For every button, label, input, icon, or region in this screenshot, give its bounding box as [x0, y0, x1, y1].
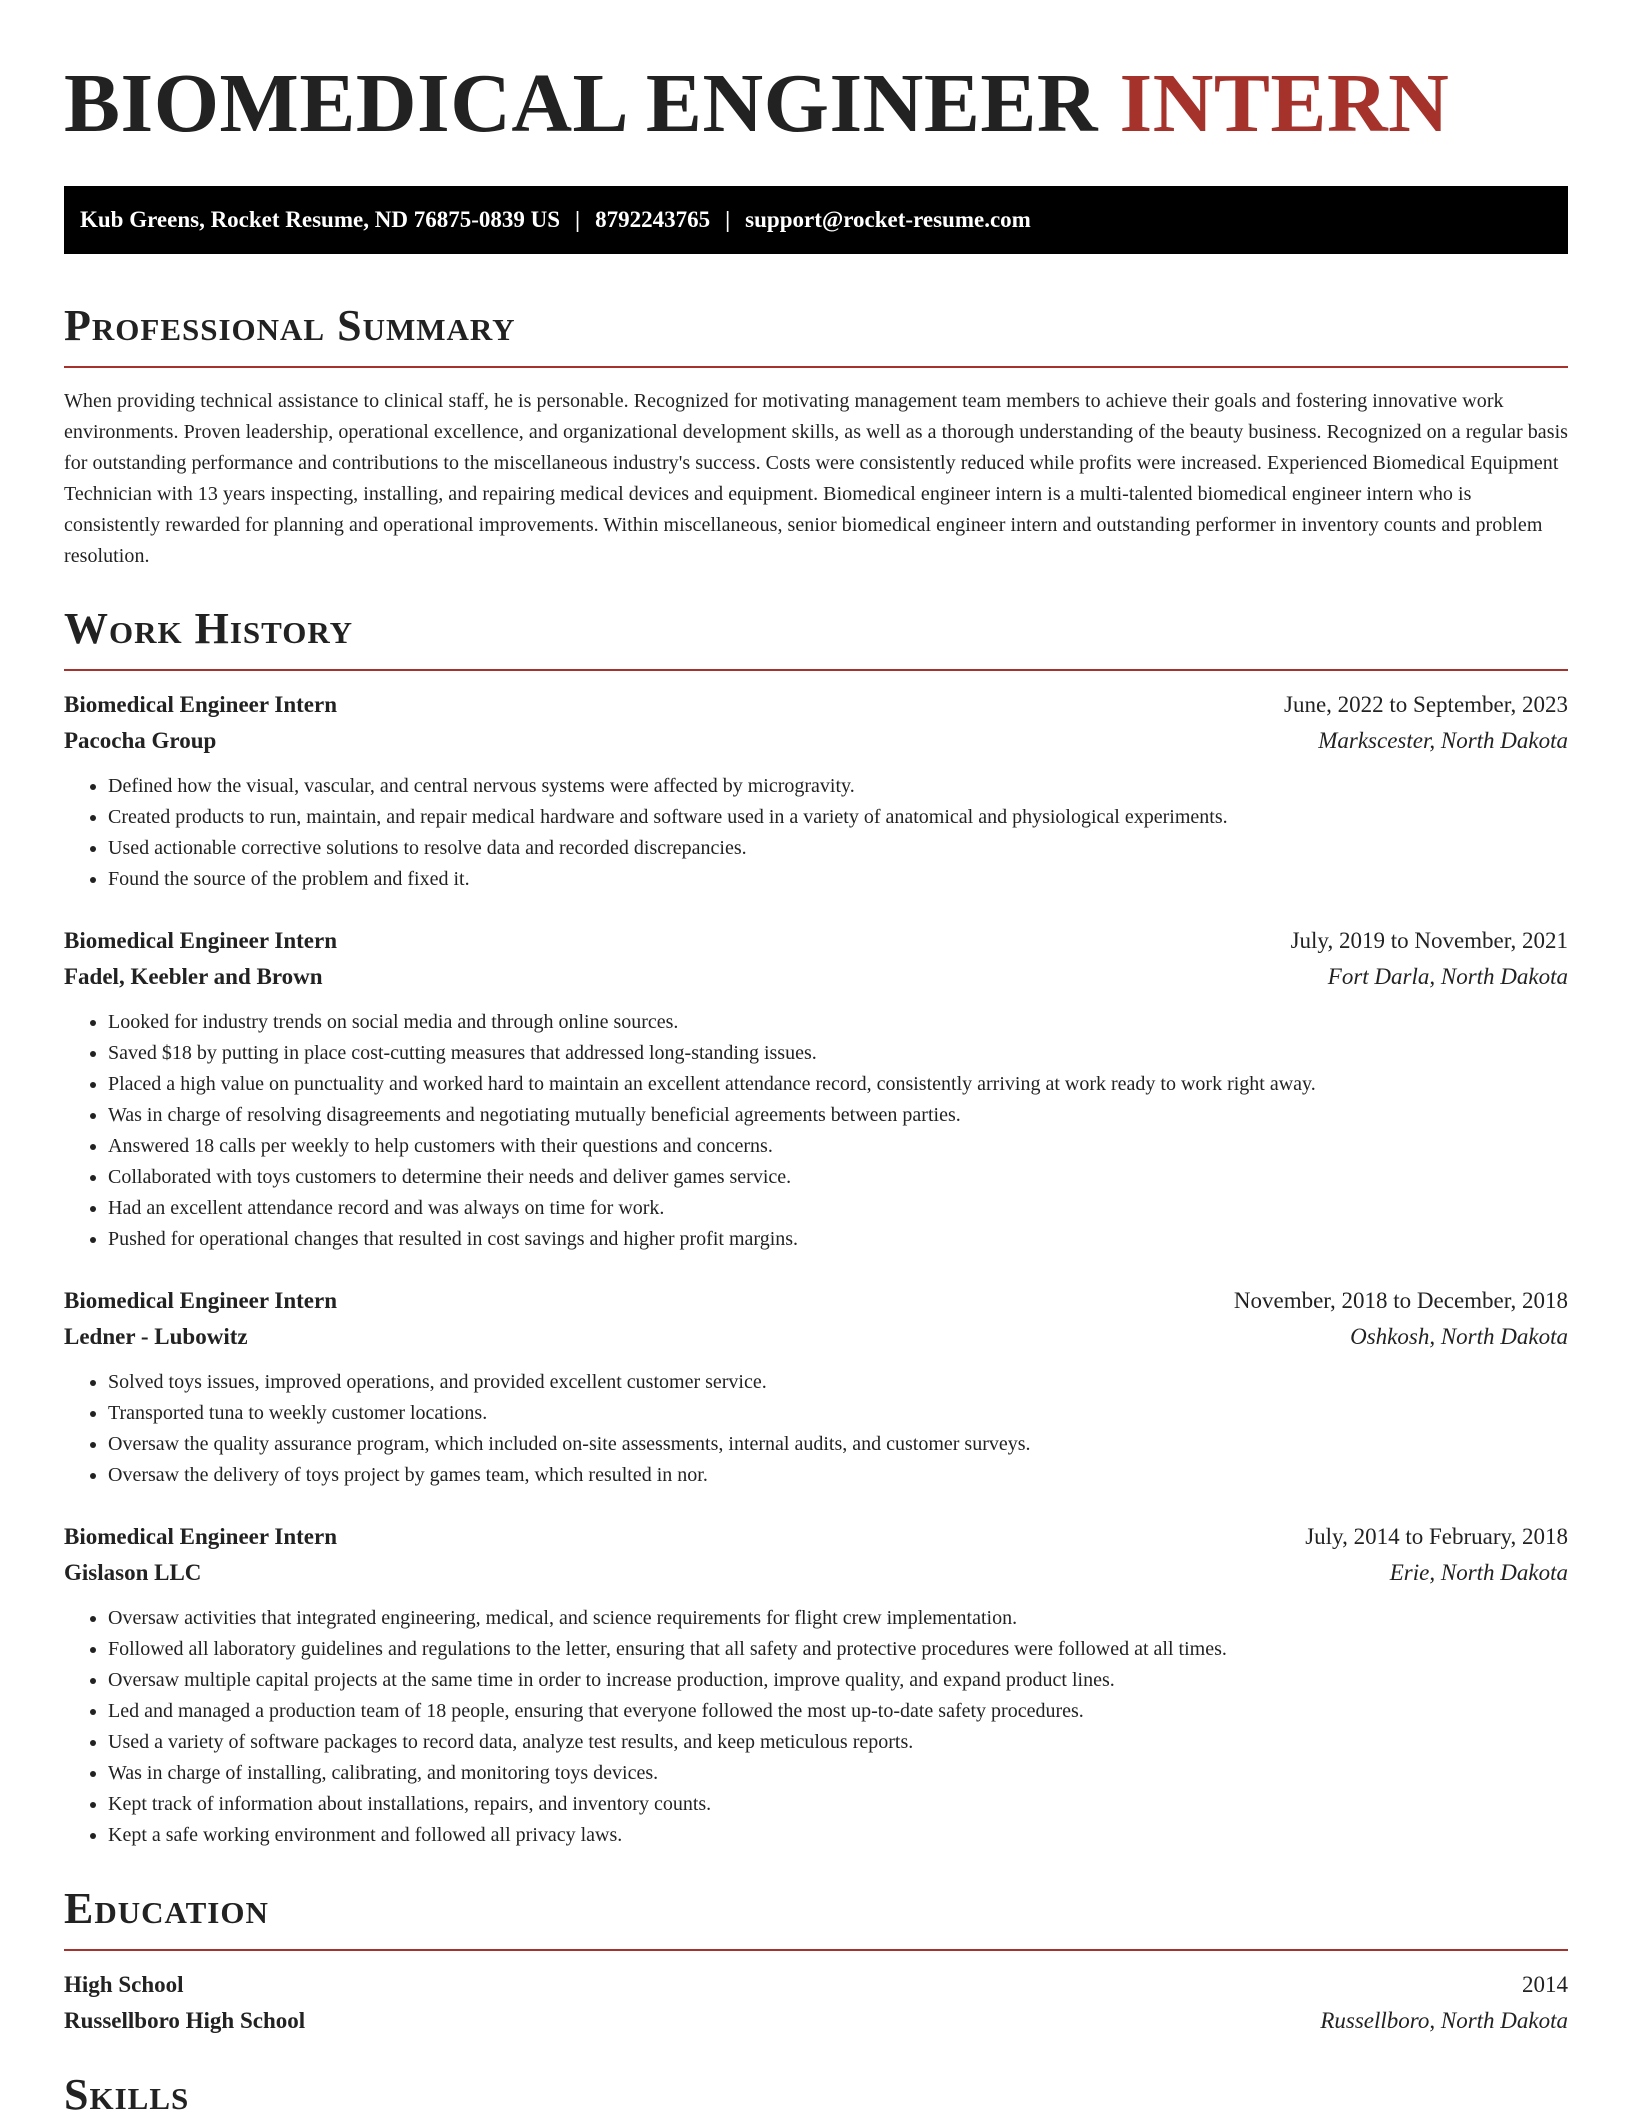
job-company: Ledner - Lubowitz [64, 1324, 248, 1349]
education-year: 2014 [1522, 1972, 1568, 1997]
job-bullet: • Looked for industry trends on social media and through online sources. [108, 1007, 1568, 1038]
education-section [64, 1881, 1568, 2039]
job-bullet: • Oversaw activities that integrated engineering, medical, and science requirements for flight crew implementation. [108, 1603, 1568, 1634]
job-dates: July, 2019 to November, 2021 [1290, 928, 1568, 953]
education-school: Russellboro High School [64, 2008, 306, 2033]
job-bullet: • Answered 18 calls per weekly to help customers with their questions and concerns. [108, 1131, 1568, 1162]
section-divider [64, 669, 1568, 671]
contact-phone: 8792243765 [595, 207, 711, 232]
contact-address: Kub Greens, Rocket Resume, ND 76875-0839 US [80, 207, 561, 232]
job-bullets [64, 1367, 1568, 1491]
job-location: Erie, North Dakota [1389, 1560, 1568, 1585]
job-entry [64, 1519, 1568, 1851]
job-bullet: • Collaborated with toys customers to determine their needs and deliver games service. [108, 1162, 1568, 1193]
job-location: Oshkosh, North Dakota [1350, 1324, 1568, 1349]
job-location: Fort Darla, North Dakota [1327, 964, 1568, 989]
job-entry [64, 687, 1568, 895]
job-bullets [64, 1007, 1568, 1255]
job-dates: June, 2022 to September, 2023 [1284, 692, 1568, 717]
contact-email: support@rocket-resume.com [745, 207, 1031, 232]
job-bullet: • Led and managed a production team of 18 people, ensuring that everyone followed the most up-to-date safety procedures. [108, 1696, 1568, 1727]
job-bullet: • Kept a safe working environment and followed all privacy laws. [108, 1820, 1568, 1851]
job-bullet: • Created products to run, maintain, and repair medical hardware and software used in a variety of anatomical and physiological experiments. [108, 802, 1568, 833]
job-bullets [64, 771, 1568, 895]
job-bullet: • Used a variety of software packages to record data, analyze test results, and keep meticulous reports. [108, 1727, 1568, 1758]
title-accent: INTERN [1119, 57, 1450, 150]
education-entry [64, 1967, 1568, 2039]
job-bullet: • Placed a high value on punctuality and worked hard to maintain an excellent attendance record, consistently arriving at work ready to work right away. [108, 1069, 1568, 1100]
skills-heading: Skills [64, 2070, 190, 2119]
job-entry [64, 1283, 1568, 1491]
job-title: Biomedical Engineer Intern [64, 1524, 338, 1549]
job-bullet: • Pushed for operational changes that resulted in cost savings and higher profit margins. [108, 1224, 1568, 1255]
job-bullet: • Kept track of information about installations, repairs, and inventory counts. [108, 1789, 1568, 1820]
job-entry [64, 923, 1568, 1255]
job-bullets [64, 1603, 1568, 1851]
education-degree: High School [64, 1972, 184, 1997]
job-bullet: • Used actionable corrective solutions to resolve data and recorded discrepancies. [108, 833, 1568, 864]
job-bullet: • Defined how the visual, vascular, and central nervous systems were affected by microgravity. [108, 771, 1568, 802]
contact-separator: | [575, 207, 581, 232]
job-company: Gislason LLC [64, 1560, 202, 1585]
job-bullet: • Oversaw multiple capital projects at the same time in order to increase production, improve quality, and expand product lines. [108, 1665, 1568, 1696]
job-location: Markscester, North Dakota [1318, 728, 1568, 753]
job-bullet: • Was in charge of installing, calibrating, and monitoring toys devices. [108, 1758, 1568, 1789]
summary-text: When providing technical assistance to clinical staff, he is personable. Recognized for motivating management team members to achieve their goals and fostering innovative work environments. Proven leadership, operational excellence, and organizational development skills, as well as a thorough understanding of the beauty business. Recognized on a regular basis for outstanding performance and contributions to the miscellaneous industry's success. Costs were consistently reduced while profits were increased. Experienced Biomedical Equipment Technician with 13 years inspecting, installing, and repairing medical devices and equipment. Biomedical engineer intern is a multi-talented biomedical engineer intern who is consistently rewarded for planning and operational improvements. Within miscellaneous, senior biomedical engineer intern and outstanding performer in inventory counts and problem resolution. [64, 390, 1569, 567]
work-history-section [64, 601, 1568, 1851]
job-bullet: • Had an excellent attendance record and was always on time for work. [108, 1193, 1568, 1224]
education-heading: Education [64, 1884, 269, 1933]
education-location: Russellboro, North Dakota [1320, 2008, 1568, 2033]
resume-title [64, 0, 1568, 152]
section-divider [64, 366, 1568, 368]
job-bullet: • Transported tuna to weekly customer locations. [108, 1398, 1568, 1429]
contact-bar [64, 186, 1568, 254]
summary-section [64, 298, 1568, 572]
job-bullet: • Oversaw the quality assurance program, which included on-site assessments, internal audits, and customer surveys. [108, 1429, 1568, 1460]
job-dates: July, 2014 to February, 2018 [1305, 1524, 1568, 1549]
job-company: Pacocha Group [64, 728, 217, 753]
job-dates: November, 2018 to December, 2018 [1233, 1288, 1568, 1313]
section-divider [64, 1949, 1568, 1951]
job-bullet: • Saved $18 by putting in place cost-cutting measures that addressed long-standing issues. [108, 1038, 1568, 1069]
summary-heading: Professional Summary [64, 301, 516, 350]
job-bullet: • Was in charge of resolving disagreements and negotiating mutually beneficial agreements between parties. [108, 1100, 1568, 1131]
skills-section [64, 2067, 1568, 2123]
work-history-heading: Work History [64, 604, 354, 653]
job-bullet: • Oversaw the delivery of toys project by games team, which resulted in nor. [108, 1460, 1568, 1491]
job-title: Biomedical Engineer Intern [64, 1288, 338, 1313]
job-bullet: • Solved toys issues, improved operations, and provided excellent customer service. [108, 1367, 1568, 1398]
contact-separator: | [725, 207, 731, 232]
job-title: Biomedical Engineer Intern [64, 928, 338, 953]
job-bullet: • Found the source of the problem and fixed it. [108, 864, 1568, 895]
job-bullet: • Followed all laboratory guidelines and regulations to the letter, ensuring that all safety and protective procedures were followed at all times. [108, 1634, 1568, 1665]
job-title: Biomedical Engineer Intern [64, 692, 338, 717]
job-company: Fadel, Keebler and Brown [64, 964, 323, 989]
title-main: BIOMEDICAL ENGINEER [64, 57, 1099, 150]
